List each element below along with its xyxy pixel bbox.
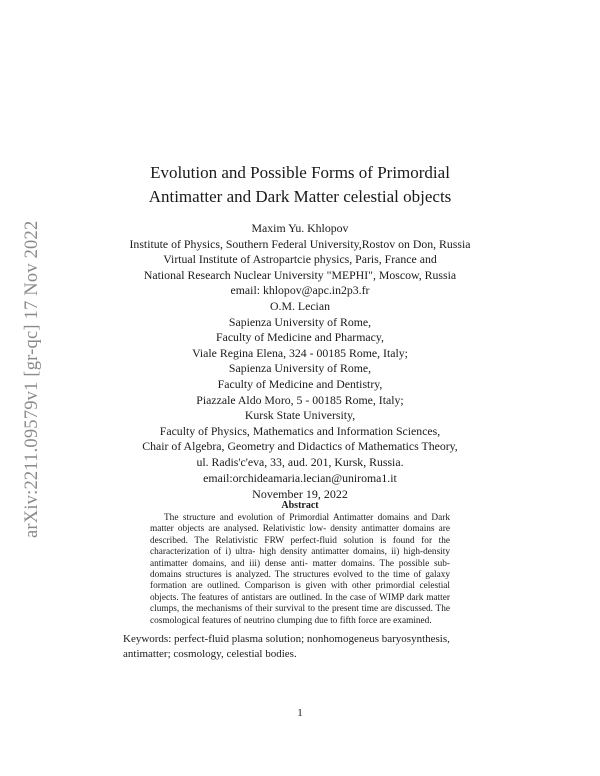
author-line: O.M. Lecian <box>270 298 330 313</box>
author-block <box>0 221 600 486</box>
author-line: Piazzale Aldo Moro, 5 - 00185 Rome, Italy; <box>196 392 404 407</box>
author-line: email: khlopov@apc.in2p3.fr <box>230 283 370 298</box>
keywords: Keywords: perfect-fluid plasma solution; nonhomogeneus baryosynthesis, antimatter; cosmology, celestial bodies. <box>123 633 450 660</box>
author-line: Virtual Institute of Astropartcie physics, Paris, France and <box>163 252 437 267</box>
title-line: Evolution and Possible Forms of Primordial <box>150 163 450 182</box>
author-line: National Research Nuclear University "MEPHI", Moscow, Russia <box>143 267 457 282</box>
abstract-body: The structure and evolution of Primordial Antimatter domains and Dark matter objects are analysed. Relativistic low- density antimatter domains are described. The Relativistic FRW perfect-fluid solution is found for the characterization of i) ultra- high density antimatter domains, ii) high-density antimatter domains, and iii) dense anti- matter domains. The possible sub-domains structures is analyzed. The structures evolved to the time of galaxy formation are outlined. Comparison is given with other primordial celestial objects. The features of antistars are outlined. In the case of WIMP dark matter clumps, the mechanisms of their survival to the present time are discussed. The cosmological features of neutrino clumping due to fifth force are examined. <box>150 513 450 626</box>
author-line: Faculty of Medicine and Dentistry, <box>217 376 383 391</box>
paper-title <box>0 161 600 209</box>
paper-date: November 19, 2022 <box>252 487 348 501</box>
page-number: 1 <box>297 707 303 719</box>
author-line: Faculty of Medicine and Pharmacy, <box>216 330 384 345</box>
author-line: email:orchideamaria.lecian@uniroma1.it <box>203 470 397 485</box>
author-line: ul. Radis'c'eva, 33, aud. 201, Kursk, Russia. <box>196 454 404 469</box>
author-line: Sapienza University of Rome, <box>228 361 372 376</box>
arxiv-identifier: arXiv:2211.09579v1 [gr-qc] 17 Nov 2022 <box>22 220 42 538</box>
author-line: Institute of Physics, Southern Federal University,Rostov on Don, Russia <box>129 236 471 251</box>
title-line: Antimatter and Dark Matter celestial objects <box>148 187 452 206</box>
author-line: Chair of Algebra, Geometry and Didactics of Mathematics Theory, <box>142 439 458 454</box>
author-line: Maxim Yu. Khlopov <box>251 221 349 235</box>
author-line: Faculty of Physics, Mathematics and Information Sciences, <box>159 423 441 438</box>
author-line: Sapienza University of Rome, <box>228 314 372 329</box>
author-line: Viale Regina Elena, 324 - 00185 Rome, Italy; <box>192 345 408 360</box>
abstract-heading: Abstract <box>281 500 319 511</box>
author-line: Kursk State University, <box>244 408 356 423</box>
